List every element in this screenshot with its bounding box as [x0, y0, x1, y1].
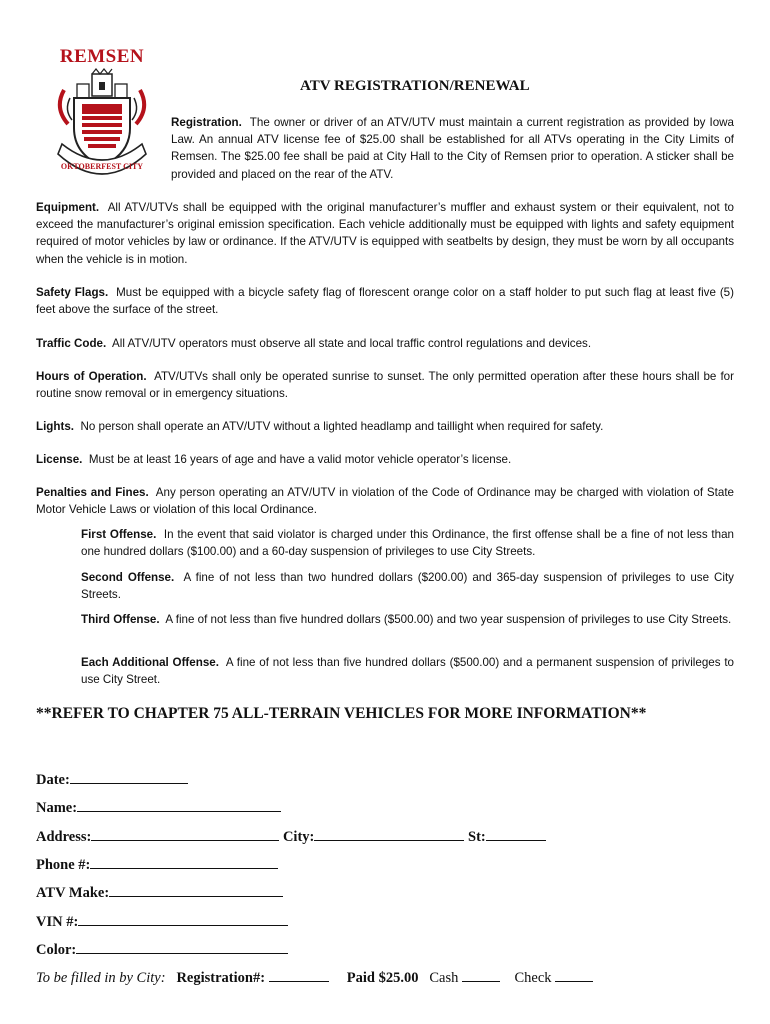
vin-field[interactable] [78, 912, 288, 926]
equipment-section [36, 199, 734, 268]
logo-ribbon-text: OKTOBERFEST CITY [60, 162, 144, 171]
address-row [36, 827, 546, 846]
city-label: City: [282, 829, 315, 845]
cash-label: Cash [429, 970, 459, 986]
phone-label: Phone #: [36, 857, 91, 873]
second-offense-heading: Second Offense. [81, 571, 175, 584]
lights-heading: Lights. [36, 420, 74, 433]
atv-make-field[interactable] [109, 883, 283, 897]
penalties-heading: Penalties and Fines. [36, 486, 149, 499]
color-row [36, 940, 288, 959]
logo-city-name: REMSEN [59, 46, 145, 67]
city-logo [48, 46, 156, 188]
registration-number-label: Registration#: [176, 970, 266, 986]
date-label: Date: [36, 772, 70, 788]
registration-heading: Registration. [171, 116, 242, 129]
registration-section [171, 114, 734, 183]
first-offense-section [81, 526, 734, 560]
check-label: Check [514, 970, 552, 986]
atv-make-label: ATV Make: [36, 885, 110, 901]
name-label: Name: [36, 800, 78, 816]
traffic-code-heading: Traffic Code. [36, 337, 107, 350]
page-title: ATV REGISTRATION/RENEWAL [300, 78, 530, 94]
refer-note: **REFER TO CHAPTER 75 ALL-TERRAIN VEHICLES FOR MORE INFORMATION** [36, 705, 647, 722]
license-text: Must be at least 16 years of age and have a valid motor vehicle operator’s license. [88, 453, 512, 466]
city-field[interactable] [314, 827, 464, 841]
color-label: Color: [36, 942, 77, 958]
third-offense-heading: Third Offense. [81, 613, 160, 626]
crest-icon [52, 68, 152, 186]
city-use-label: To be filled in by City: [36, 970, 166, 986]
additional-offense-section [81, 654, 734, 688]
traffic-code-section [36, 335, 734, 352]
additional-offense-heading: Each Additional Offense. [81, 656, 219, 669]
cash-field[interactable] [462, 968, 500, 982]
license-heading: License. [36, 453, 83, 466]
name-field[interactable] [77, 798, 281, 812]
traffic-code-text: All ATV/UTV operators must observe all state and local traffic control regulations and devices. [112, 337, 592, 350]
first-offense-text: In the event that said violator is charged under this Ordinance, the first offense shall be a fine of not less than one hundred dollars ($100.00) and a 60-day suspension of privileges to use City Streets. [81, 528, 734, 559]
check-field[interactable] [555, 968, 593, 982]
date-row [36, 770, 188, 789]
safety-flags-heading: Safety Flags. [36, 286, 109, 299]
vin-label: VIN #: [36, 914, 79, 930]
third-offense-section [81, 611, 734, 628]
hours-heading: Hours of Operation. [36, 370, 147, 383]
second-offense-text: A fine of not less than two hundred dollars ($200.00) and 365-day suspension of privileges to use City Streets. [81, 571, 734, 602]
safety-flags-section [36, 284, 734, 318]
registration-text: The owner or driver of an ATV/UTV must maintain a current registration as provided by Iowa Law. An annual ATV license fee of $25.00 shall be established for all ATVs operating in the City Limits of Remsen. The $25.00 fee shall be paid at City Hall to the City of Remsen prior to operation. A sticker shall be provided and placed on the rear of the ATV. [171, 116, 734, 181]
additional-offense-text: A fine of not less than five hundred dollars ($500.00) and a permanent suspension of privileges to use City Street. [81, 656, 734, 687]
state-label: St: [468, 829, 486, 845]
date-field[interactable] [70, 770, 188, 784]
second-offense-section [81, 569, 734, 603]
safety-flags-text: Must be equipped with a bicycle safety flag of florescent orange color on a staff holder to put such flag at least five (5) feet above the surface of the street. [36, 286, 734, 317]
paid-label: Paid $25.00 [346, 970, 419, 986]
license-section [36, 451, 734, 468]
hours-text: ATV/UTVs shall only be operated sunrise to sunset. The only permitted operation after these hours shall be for routine snow removal or in emergency situations. [36, 370, 734, 401]
equipment-text: All ATV/UTVs shall be equipped with the original manufacturer’s muffler and exhaust system or their equivalent, not to exceed the manufacturer’s original emission specification. Each vehicle additionally must be equipped with lights and safety equipment required of motor vehicles by law or ordinance. If the ATV/UTV is equipped with seatbelts by design, they must be worn by all occupants when the vehicle is in motion. [36, 201, 734, 266]
lights-section [36, 418, 734, 435]
state-field[interactable] [486, 827, 546, 841]
name-row [36, 798, 281, 817]
city-use-row [36, 968, 593, 987]
third-offense-text: A fine of not less than five hundred dollars ($500.00) and two year suspension of privileges to use City Streets. [165, 613, 732, 626]
atv-make-row [36, 883, 283, 902]
phone-field[interactable] [90, 855, 278, 869]
penalties-section [36, 484, 734, 518]
phone-row [36, 855, 278, 874]
registration-number-field[interactable] [269, 968, 329, 982]
color-field[interactable] [76, 940, 288, 954]
lights-text: No person shall operate an ATV/UTV without a lighted headlamp and taillight when required for safety. [80, 420, 604, 433]
address-field[interactable] [91, 827, 279, 841]
equipment-heading: Equipment. [36, 201, 100, 214]
vin-row [36, 912, 288, 931]
first-offense-heading: First Offense. [81, 528, 157, 541]
penalties-text: Any person operating an ATV/UTV in violation of the Code of Ordinance may be charged with violation of State Motor Vehicle Laws or violation of this local Ordinance. [36, 486, 735, 517]
address-label: Address: [36, 829, 92, 845]
hours-section [36, 368, 734, 402]
